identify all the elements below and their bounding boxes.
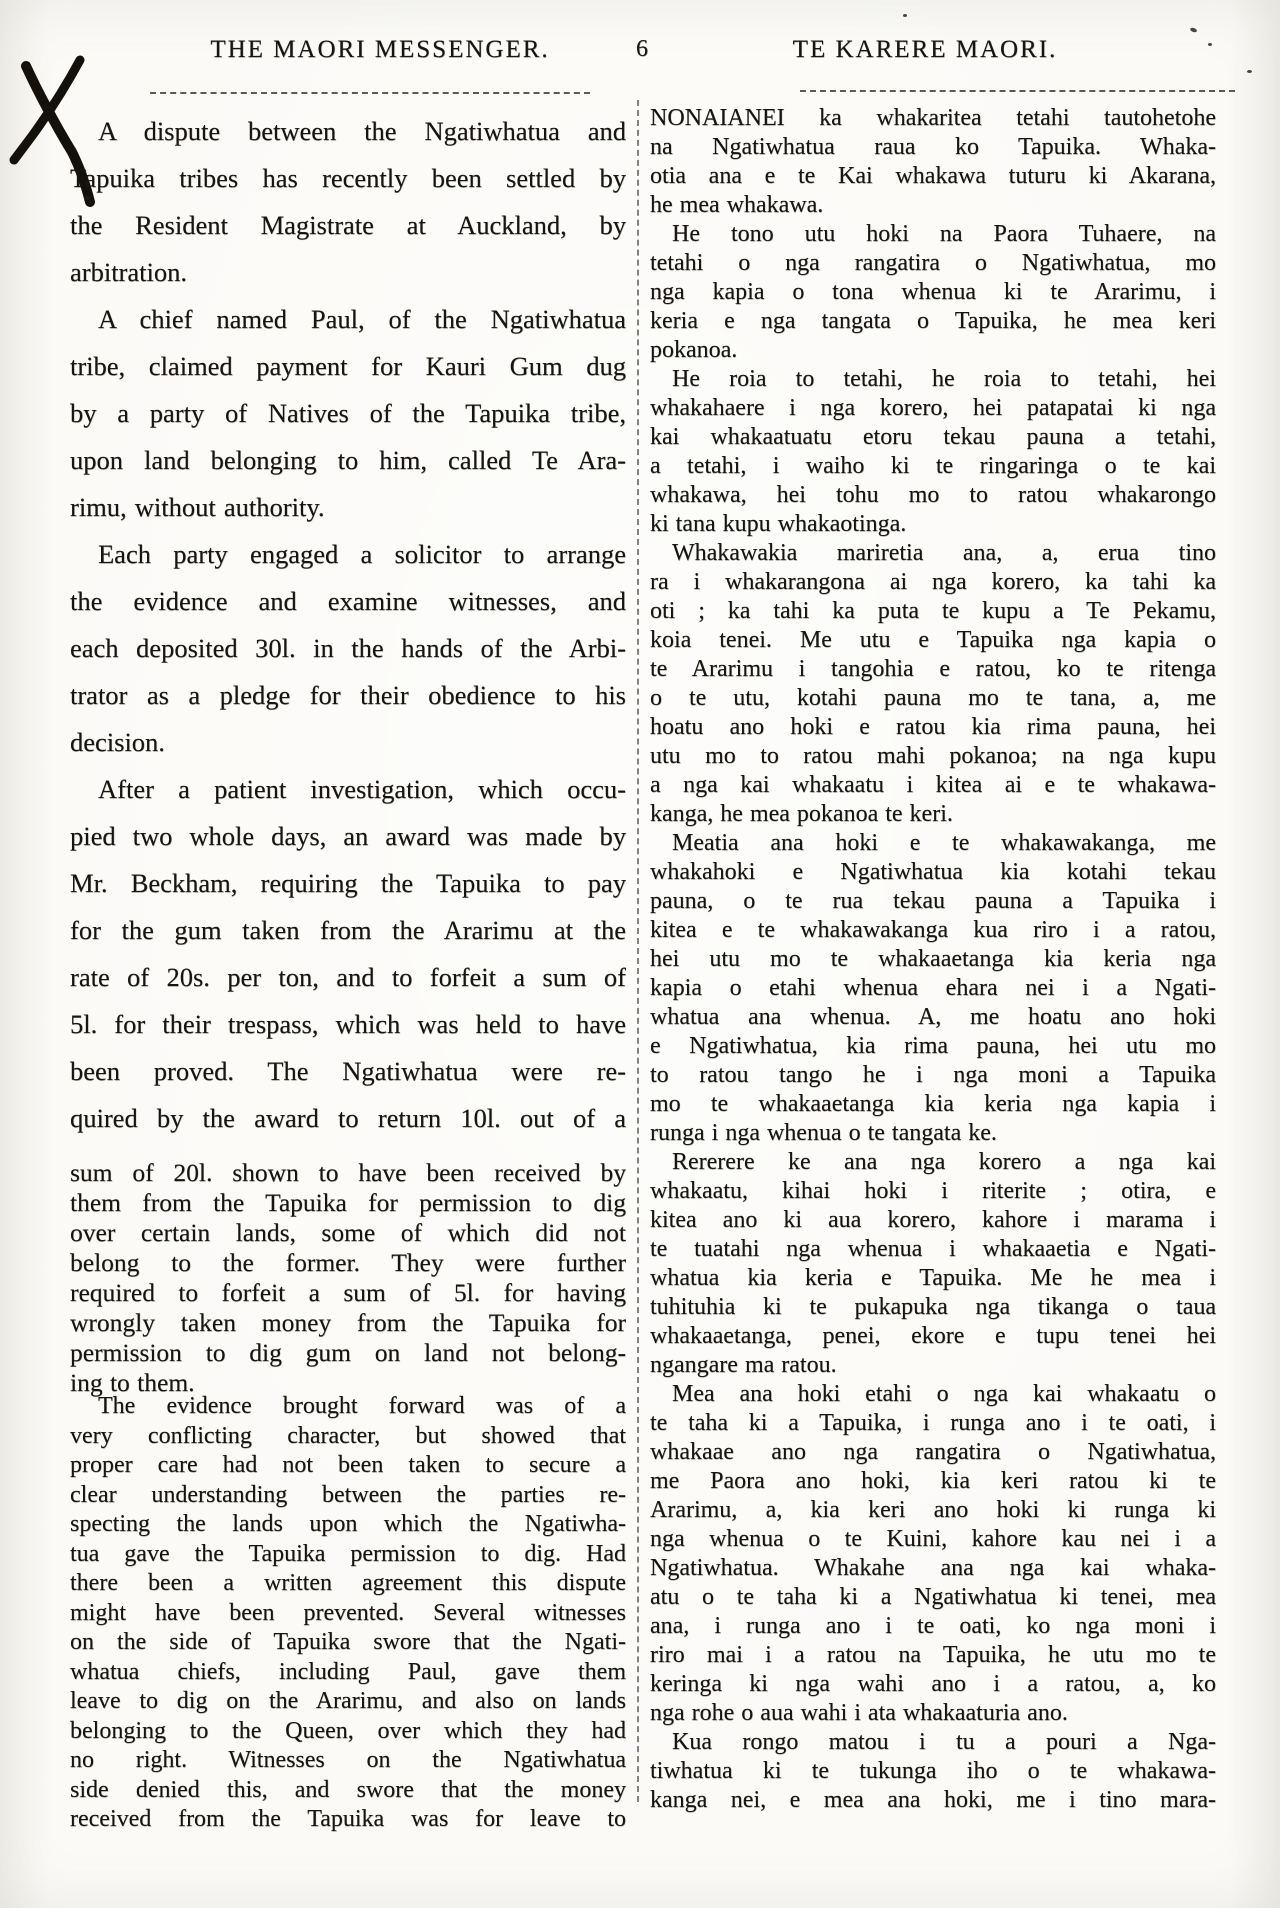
- text-line: kitea ano ki aua korero, kahore i marama i: [650, 1207, 1216, 1233]
- text-line: by a party of Natives of the Tapuika tribe,: [70, 398, 626, 428]
- text-line: hei utu mo te whakaaetanga kia keria nga: [650, 946, 1216, 972]
- text-line: kanga nei, e mea ana hoki, me i tino mara-: [650, 1787, 1216, 1813]
- text-line: He roia to tetahi, he roia to tetahi, hei: [672, 366, 1216, 392]
- paragraph-block: [70, 1392, 626, 1835]
- text-line: ing to them.: [70, 1368, 195, 1397]
- text-line: runga i nga whenua o te tangata ke.: [650, 1120, 997, 1146]
- paragraph-block: [70, 1158, 626, 1398]
- ink-speck: [1247, 70, 1252, 73]
- text-line: rate of 20s. per ton, and to forfeit a sum of: [70, 962, 626, 992]
- text-line: the evidence and examine witnesses, and: [70, 586, 626, 616]
- text-line: o te utu, kotahi pauna mo te tana, a, me: [650, 685, 1216, 711]
- text-line: for the gum taken from the Ararimu at the: [70, 915, 626, 945]
- text-line: tiwhatua ki te tukunga iho o te whakawa-: [650, 1758, 1216, 1784]
- text-line: Meatia ana hoki e te whakawakanga, me: [672, 830, 1216, 856]
- text-line: A dispute between the Ngatiwhatua and: [98, 116, 626, 146]
- newspaper-title-english: THE MAORI MESSENGER.: [210, 36, 550, 63]
- text-line: keringa ki nga wahi ano i a ratou, a, ko: [650, 1671, 1216, 1697]
- text-line: no right. Witnesses on the Ngatiwhatua: [70, 1747, 626, 1773]
- column-divider: [637, 100, 639, 1802]
- text-line: on the side of Tapuika swore that the Ngati-: [70, 1629, 626, 1655]
- text-line: mo te whakaaetanga kia keria nga kapia i: [650, 1091, 1216, 1117]
- text-line: whakaae ano nga rangatira o Ngatiwhatua,: [650, 1439, 1216, 1465]
- text-line: Ngatiwhatua. Whakahe ana nga kai whaka-: [650, 1555, 1216, 1581]
- text-line: ana, i runga ano i te oati, ko nga moni i: [650, 1613, 1216, 1639]
- text-line: nga kapia o tona whenua ki te Ararimu, i: [650, 279, 1216, 305]
- text-line: might have been prevented. Several witnesses: [70, 1599, 626, 1626]
- text-line: kapia o etahi whenua ehara nei i a Ngati-: [650, 975, 1216, 1001]
- text-line: whakahaere i nga korero, hei patapatai ki nga: [650, 395, 1216, 421]
- paragraph-block: [650, 539, 1216, 829]
- text-line: na Ngatiwhatua raua ko Tapuika. Whaka-: [650, 134, 1216, 160]
- text-line: Kua rongo matou i tu a pouri a Nga-: [672, 1729, 1216, 1755]
- text-line: rimu, without authority.: [70, 492, 325, 522]
- header-rule-right: [800, 90, 1235, 92]
- text-line: proper care had not been taken to secure a: [70, 1452, 626, 1478]
- paragraph-block: [650, 829, 1216, 1148]
- paragraph-block: [650, 1728, 1216, 1815]
- text-line: He tono utu hoki na Paora Tuhaere, na: [672, 221, 1216, 247]
- text-line: a nga kai whakaatu i kitea ai e te whakawa-: [650, 772, 1216, 798]
- text-line: koia tenei. Me utu e Tapuika nga kapia o: [650, 627, 1216, 653]
- text-line: te taha ki a Tapuika, i runga ano i te oati, i: [650, 1410, 1216, 1436]
- maori-column: [650, 104, 1216, 1815]
- text-line: The evidence brought forward was of a: [98, 1393, 626, 1419]
- paragraph-block: [650, 220, 1216, 365]
- text-line: Tapuika tribes has recently been settled by: [70, 163, 626, 193]
- text-line: keria e nga tangata o Tapuika, he mea keri: [650, 308, 1216, 334]
- text-line: upon land belonging to him, called Te Ara-: [70, 445, 626, 475]
- paragraph-block: [70, 766, 626, 1142]
- text-line: arbitration.: [70, 257, 187, 287]
- text-line: e Ngatiwhatua, kia rima pauna, hei utu mo: [650, 1033, 1216, 1059]
- paragraph-block: [70, 296, 626, 531]
- text-line: Each party engaged a solicitor to arrange: [98, 539, 626, 569]
- text-line: ngangare ma ratou.: [650, 1352, 837, 1378]
- text-line: After a patient investigation, which occu-: [98, 774, 626, 804]
- header-rule-left: [150, 92, 590, 94]
- ink-speck: [1190, 27, 1198, 33]
- text-line: Rererere ke ana nga korero a nga kai: [672, 1149, 1216, 1175]
- text-line: whakaaetanga, penei, ekore e tupu tenei hei: [650, 1323, 1216, 1349]
- text-line: me Paora ano hoki, kia keri ratou ki te: [650, 1468, 1216, 1494]
- text-line: he mea whakawa.: [650, 192, 824, 218]
- paragraph-block: [650, 1148, 1216, 1380]
- english-column: [70, 108, 626, 1835]
- text-line: riro mai i a ratou na Tapuika, he utu mo te: [650, 1642, 1216, 1668]
- text-line: pauna, o te rua tekau pauna a Tapuika i: [650, 888, 1216, 914]
- text-line: whatua chiefs, including Paul, gave them: [70, 1658, 626, 1685]
- text-line: tuhituhia ki te pukapuka nga tikanga o taua: [650, 1294, 1216, 1320]
- text-line: a tetahi, i waiho ki te ringaringa o te kai: [650, 453, 1216, 479]
- ink-speck: [1208, 43, 1212, 46]
- text-line: there been a written agreement this dispute: [70, 1570, 626, 1596]
- text-line: been proved. The Ngatiwhatua were re-: [70, 1056, 626, 1086]
- text-line: wrongly taken money from the Tapuika for: [70, 1308, 626, 1337]
- text-line: kitea e te whakawakanga kua riro i a ratou,: [650, 917, 1216, 943]
- text-line: tribe, claimed payment for Kauri Gum dug: [70, 351, 626, 381]
- text-line: ra i whakarangona ai nga korero, ka tahi ka: [650, 569, 1216, 595]
- text-line: to ratou tango he i nga moni a Tapuika: [650, 1062, 1216, 1088]
- text-line: Mr. Beckham, requiring the Tapuika to pay: [70, 868, 626, 898]
- text-line: whakaatu, kihai hoki i riterite ; otira, e: [650, 1178, 1216, 1204]
- text-line: each deposited 30l. in the hands of the Arbi-: [70, 633, 626, 663]
- text-line: whatua kia keria e Tapuika. Me he mea i: [650, 1265, 1216, 1291]
- text-line: received from the Tapuika was for leave to: [70, 1806, 626, 1832]
- text-line: nga whenua o te Kuini, kahore kau nei i a: [650, 1526, 1216, 1552]
- text-line: nga rohe o aua wahi i ata whakaaturia ano.: [650, 1700, 1068, 1726]
- text-line: leave to dig on the Ararimu, and also on lands: [70, 1688, 626, 1714]
- text-line: tetahi o nga rangatira o Ngatiwhatua, mo: [650, 250, 1216, 276]
- paragraph-block: [70, 108, 626, 296]
- text-line: kanga, he mea pokanoa te keri.: [650, 801, 953, 827]
- text-line: tua gave the Tapuika permission to dig. Had: [70, 1540, 626, 1567]
- ink-speck: [903, 14, 907, 17]
- text-line: te Ararimu i tangohia e ratou, ko te ritenga: [650, 656, 1216, 682]
- text-line: side denied this, and swore that the money: [70, 1776, 626, 1803]
- paragraph-block: [650, 1380, 1216, 1728]
- text-line: over certain lands, some of which did not: [70, 1218, 626, 1247]
- text-line: them from the Tapuika for permission to dig: [70, 1188, 626, 1217]
- text-line: Mea ana hoki etahi o nga kai whakaatu o: [672, 1381, 1216, 1407]
- text-line: atu o te taha ki a Ngatiwhatua ki tenei, mea: [650, 1584, 1216, 1610]
- text-line: whakawa, hei tohu mo to ratou whakarongo: [650, 482, 1216, 508]
- text-line: A chief named Paul, of the Ngatiwhatua: [98, 304, 626, 334]
- text-line: quired by the award to return 10l. out of a: [70, 1103, 626, 1133]
- text-line: required to forfeit a sum of 5l. for having: [70, 1278, 626, 1307]
- text-line: belonging to the Queen, over which they had: [70, 1717, 626, 1744]
- text-line: kai whakaatuatu etoru tekau pauna a tetahi,: [650, 424, 1216, 450]
- text-line: utu mo to ratou mahi pokanoa; na nga kupu: [650, 743, 1216, 769]
- text-line: whatua ana whenua. A, me hoatu ano hoki: [650, 1004, 1216, 1030]
- text-line: decision.: [70, 727, 165, 757]
- text-line: NONAIANEI ka whakaritea tetahi tautohetohe: [650, 105, 1216, 131]
- text-line: sum of 20l. shown to have been received by: [70, 1158, 626, 1187]
- text-line: ki tana kupu whakaotinga.: [650, 511, 907, 537]
- text-line: pokanoa.: [650, 337, 738, 363]
- text-line: whakahoki e Ngatiwhatua kia kotahi tekau: [650, 859, 1216, 885]
- text-line: very conflicting character, but showed that: [70, 1422, 626, 1449]
- page-number: 6: [636, 36, 648, 62]
- text-line: Ararimu, a, kia keri ano hoki ki runga ki: [650, 1497, 1216, 1523]
- text-line: specting the lands upon which the Ngatiwha-: [70, 1511, 626, 1537]
- paragraph-block: [70, 531, 626, 766]
- text-line: pied two whole days, an award was made by: [70, 821, 626, 851]
- text-line: the Resident Magistrate at Auckland, by: [70, 210, 626, 240]
- text-line: te tuatahi nga whenua i whakaaetia e Ngati-: [650, 1236, 1216, 1262]
- text-line: otia ana e te Kai whakawa tuturu ki Akarana,: [650, 163, 1216, 189]
- paragraph-block: [650, 365, 1216, 539]
- text-line: Whakawakia mariretia ana, a, erua tino: [672, 540, 1216, 566]
- text-line: permission to dig gum on land not belong-: [70, 1338, 626, 1367]
- text-line: hoatu ano hoki e ratou kia rima pauna, hei: [650, 714, 1216, 740]
- newspaper-title-maori: TE KARERE MAORI.: [792, 36, 1058, 63]
- text-line: 5l. for their trespass, which was held to have: [70, 1009, 626, 1039]
- text-line: clear understanding between the parties re-: [70, 1481, 626, 1508]
- text-line: trator as a pledge for their obedience to his: [70, 680, 626, 710]
- paragraph-block: [650, 104, 1216, 220]
- text-line: belong to the former. They were further: [70, 1248, 626, 1277]
- text-line: oti ; ka tahi ka puta te kupu a Te Pekamu,: [650, 598, 1216, 624]
